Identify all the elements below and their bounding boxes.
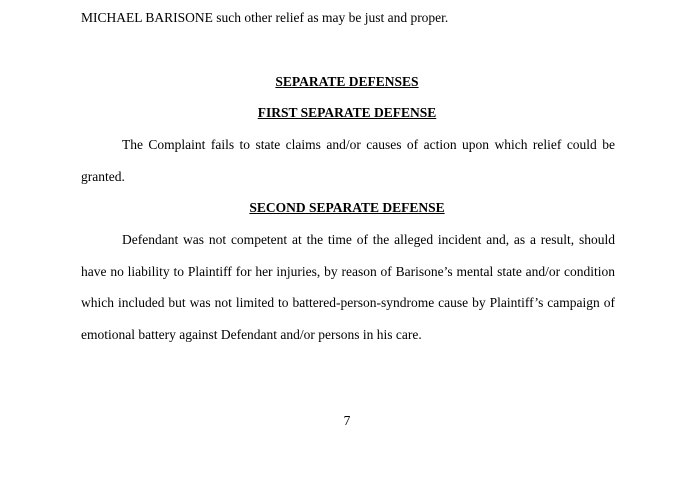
- second-defense-line-3: which included but was not limited to battered-person-syndrome cause by Plaintiff’s campaign of: [81, 295, 615, 310]
- first-defense-line-2: granted.: [81, 169, 125, 184]
- first-defense-line-1: The Complaint fails to state claims and/or causes of action upon which relief could be: [122, 137, 615, 152]
- second-defense-line-1: Defendant was not competent at the time of the alleged incident and, as a result, should: [122, 232, 615, 247]
- first-separate-defense-heading: FIRST SEPARATE DEFENSE: [257, 105, 437, 120]
- second-separate-defense-heading: SECOND SEPARATE DEFENSE: [249, 200, 445, 215]
- separate-defenses-heading: SEPARATE DEFENSES: [275, 74, 419, 89]
- page-number: 7: [343, 413, 351, 428]
- second-defense-line-4: emotional battery against Defendant and/or persons in his care.: [81, 327, 422, 342]
- second-defense-line-2: have no liability to Plaintiff for her injuries, by reason of Barisone’s mental state and/or condition: [81, 264, 615, 279]
- opening-line: MICHAEL BARISONE such other relief as may be just and proper.: [81, 10, 449, 25]
